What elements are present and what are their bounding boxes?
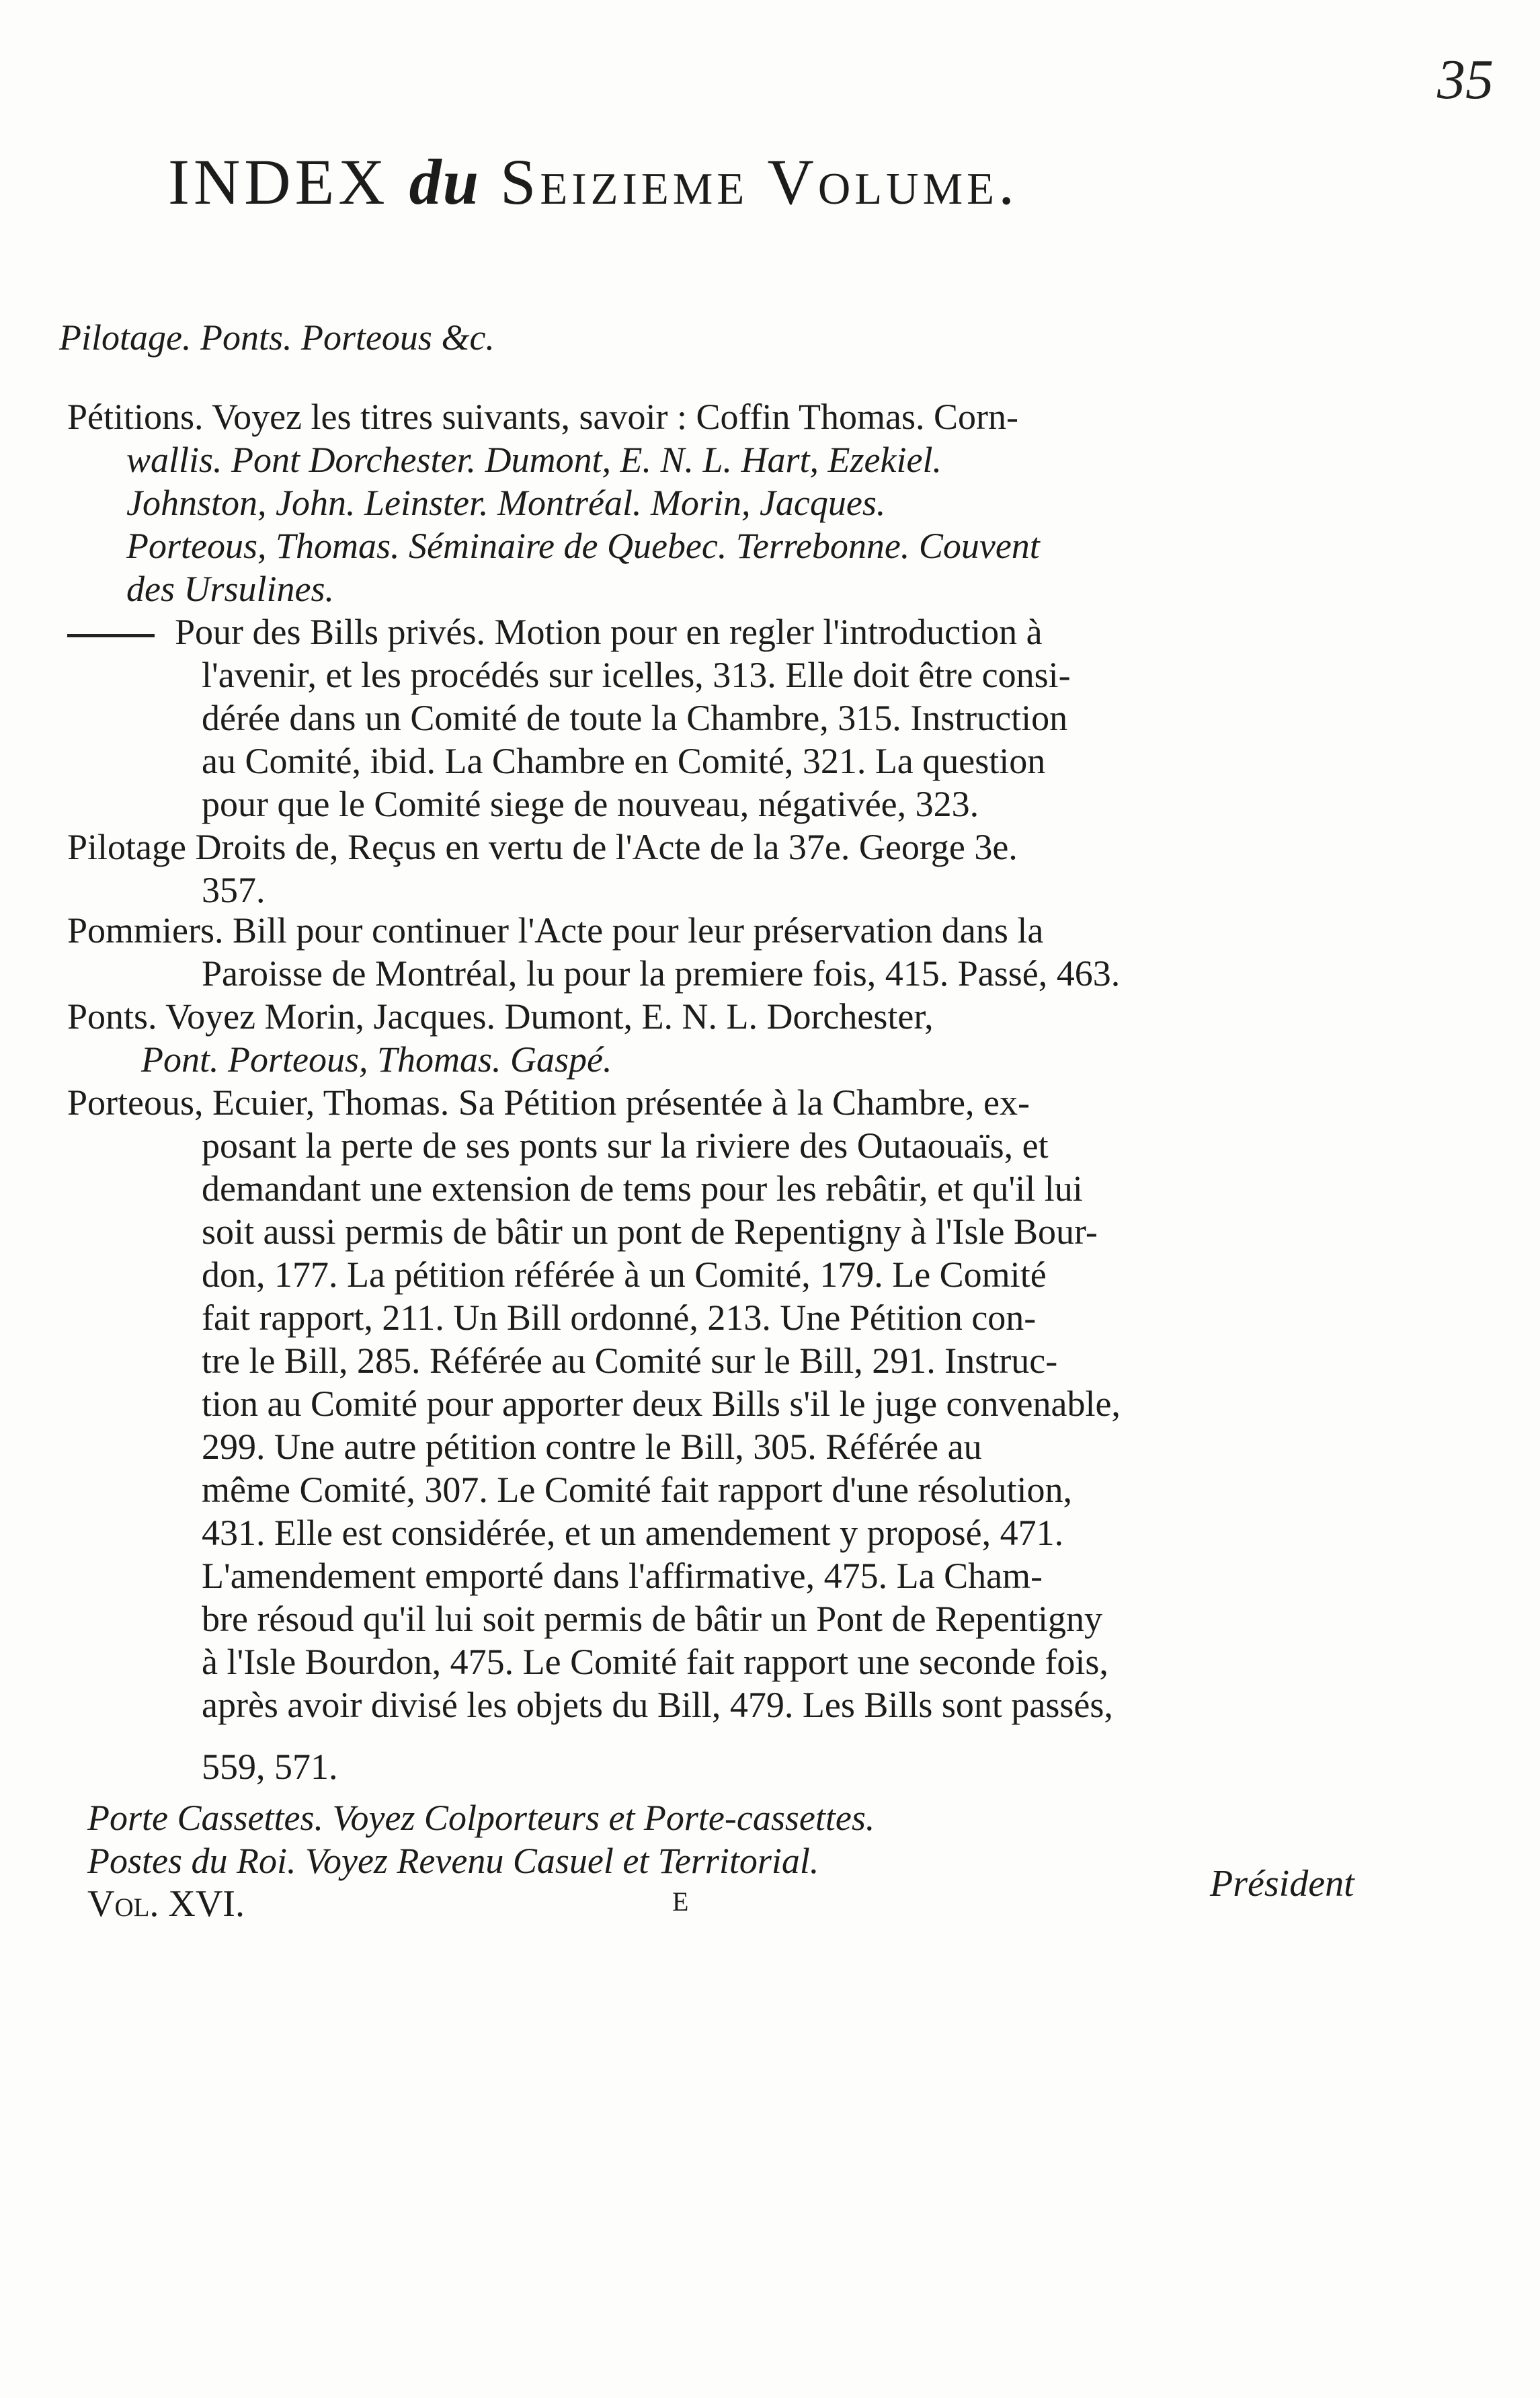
index-line: Porteous, Ecuier, Thomas. Sa Pétition présentée à la Chambre, ex-	[67, 1082, 1030, 1123]
index-line: fait rapport, 211. Un Bill ordonné, 213. Une Pétition con-	[202, 1297, 1037, 1338]
page-title	[168, 145, 1311, 219]
index-line: à l'Isle Bourdon, 475. Le Comité fait rapport une seconde fois,	[202, 1642, 1108, 1682]
index-line: Pilotage Droits de, Reçus en vertu de l'Acte de la 37e. George 3e.	[67, 827, 1018, 867]
index-line: dérée dans un Comité de toute la Chambre, 315. Instruction	[202, 698, 1068, 738]
title-index: INDEX	[168, 146, 389, 218]
em-dash-rule	[67, 634, 155, 637]
index-line: Paroisse de Montréal, lu pour la premiere fois, 415. Passé, 463.	[202, 953, 1121, 994]
index-line: Pour des Bills privés. Motion pour en regler l'introduction à	[175, 612, 1043, 652]
index-line: L'amendement emporté dans l'affirmative, 475. La Cham-	[202, 1556, 1043, 1596]
footer-catchword: Président	[1210, 1863, 1354, 1905]
index-line: au Comité, ibid. La Chambre en Comité, 321. La question	[202, 741, 1046, 781]
index-line: 357.	[202, 870, 266, 910]
index-line: l'avenir, et les procédés sur icelles, 313. Elle doit être consi-	[202, 655, 1071, 695]
index-line: tre le Bill, 285. Référée au Comité sur le Bill, 291. Instruc-	[202, 1341, 1058, 1381]
footer-signature: E	[672, 1886, 689, 1917]
index-line: Pont. Porteous, Thomas. Gaspé.	[141, 1039, 612, 1080]
index-line: après avoir divisé les objets du Bill, 479. Les Bills sont passés,	[202, 1685, 1113, 1725]
title-du: du	[409, 146, 480, 218]
index-line: posant la perte de ses ponts sur la riviere des Outaouaïs, et	[202, 1125, 1049, 1166]
footer-volume: Vol. XVI.	[87, 1883, 245, 1925]
index-line: pour que le Comité siege de nouveau, négativée, 323.	[202, 784, 979, 824]
index-line: Pilotage. Ponts. Porteous &c.	[59, 317, 495, 358]
index-line: Ponts. Voyez Morin, Jacques. Dumont, E. N. L. Dorchester,	[67, 996, 934, 1037]
title-volume: Seizieme Volume.	[499, 146, 1019, 218]
index-line-dash-entry	[67, 610, 1043, 653]
index-line: demandant une extension de tems pour les rebâtir, et qu'il lui	[202, 1168, 1083, 1209]
index-line: Porteous, Thomas. Séminaire de Quebec. Terrebonne. Couvent	[126, 526, 1040, 566]
index-line: bre résoud qu'il lui soit permis de bâtir un Pont de Repentigny	[202, 1599, 1103, 1639]
index-line: même Comité, 307. Le Comité fait rapport d'une résolution,	[202, 1470, 1072, 1510]
folio-number: 35	[1437, 48, 1494, 111]
index-line: Pétitions. Voyez les titres suivants, savoir : Coffin Thomas. Corn-	[67, 397, 1018, 437]
index-line: soit aussi permis de bâtir un pont de Repentigny à l'Isle Bour-	[202, 1211, 1098, 1252]
index-line: Johnston, John. Leinster. Montréal. Morin, Jacques.	[126, 483, 886, 523]
index-line: 299. Une autre pétition contre le Bill, 305. Référée au	[202, 1427, 982, 1467]
index-line: Pommiers. Bill pour continuer l'Acte pour leur préservation dans la	[67, 910, 1044, 951]
index-line: 431. Elle est considérée, et un amendement y proposé, 471.	[202, 1513, 1064, 1553]
index-line: Porte Cassettes. Voyez Colporteurs et Porte-cassettes.	[87, 1798, 875, 1838]
index-line: don, 177. La pétition référée à un Comité, 179. Le Comité	[202, 1254, 1047, 1295]
index-line: Postes du Roi. Voyez Revenu Casuel et Territorial.	[87, 1841, 819, 1881]
index-line: tion au Comité pour apporter deux Bills s'il le juge convenable,	[202, 1384, 1121, 1424]
index-line: wallis. Pont Dorchester. Dumont, E. N. L. Hart, Ezekiel.	[126, 440, 942, 480]
index-line: des Ursulines.	[126, 569, 334, 609]
index-line: 559, 571.	[202, 1747, 338, 1787]
